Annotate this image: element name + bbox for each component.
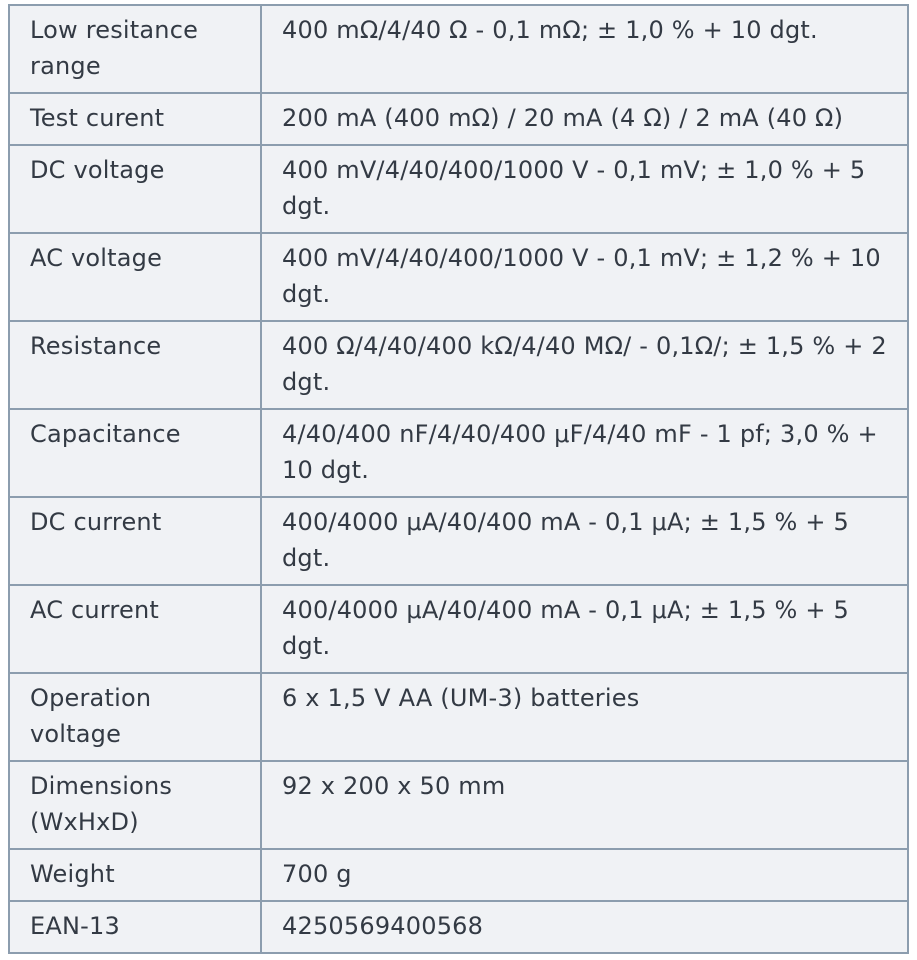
- spec-label: Resistance: [9, 321, 261, 409]
- spec-label: DC voltage: [9, 145, 261, 233]
- spec-label: AC current: [9, 585, 261, 673]
- table-row: [9, 93, 908, 145]
- spec-label: Low resitance range: [9, 5, 261, 93]
- spec-label: EAN-13: [9, 901, 261, 953]
- table-row: [9, 901, 908, 953]
- table-row: [9, 497, 908, 585]
- table-row: [9, 849, 908, 901]
- spec-value: 400 mV/4/40/400/1000 V - 0,1 mV; ± 1,2 % + 10 dgt.: [261, 233, 908, 321]
- table-row: [9, 673, 908, 761]
- spec-value: 400/4000 μA/40/400 mA - 0,1 μA; ± 1,5 % + 5 dgt.: [261, 497, 908, 585]
- table-row: [9, 145, 908, 233]
- table-row: [9, 5, 908, 93]
- spec-value: 400 Ω/4/40/400 kΩ/4/40 MΩ/ - 0,1Ω/; ± 1,5 % + 2 dgt.: [261, 321, 908, 409]
- spec-value: 6 x 1,5 V AA (UM-3) batteries: [261, 673, 908, 761]
- spec-value: 400/4000 μA/40/400 mA - 0,1 μA; ± 1,5 % + 5 dgt.: [261, 585, 908, 673]
- table-row: [9, 409, 908, 497]
- spec-value: 92 x 200 x 50 mm: [261, 761, 908, 849]
- table-row: [9, 321, 908, 409]
- specifications-table-body: [9, 5, 908, 953]
- table-row: [9, 585, 908, 673]
- spec-label: Dimensions (WxHxD): [9, 761, 261, 849]
- spec-label: Test curent: [9, 93, 261, 145]
- table-row: [9, 233, 908, 321]
- spec-label: AC voltage: [9, 233, 261, 321]
- spec-value: 400 mΩ/4/40 Ω - 0,1 mΩ; ± 1,0 % + 10 dgt.: [261, 5, 908, 93]
- spec-label: Weight: [9, 849, 261, 901]
- spec-value: 4/40/400 nF/4/40/400 μF/4/40 mF - 1 pf; 3,0 % + 10 dgt.: [261, 409, 908, 497]
- spec-value: 700 g: [261, 849, 908, 901]
- spec-label: DC current: [9, 497, 261, 585]
- table-row: [9, 761, 908, 849]
- spec-label: Operation voltage: [9, 673, 261, 761]
- spec-value: 200 mA (400 mΩ) / 20 mA (4 Ω) / 2 mA (40 Ω): [261, 93, 908, 145]
- spec-value: 400 mV/4/40/400/1000 V - 0,1 mV; ± 1,0 % + 5 dgt.: [261, 145, 908, 233]
- spec-value: 4250569400568: [261, 901, 908, 953]
- specifications-table: [8, 4, 909, 954]
- spec-label: Capacitance: [9, 409, 261, 497]
